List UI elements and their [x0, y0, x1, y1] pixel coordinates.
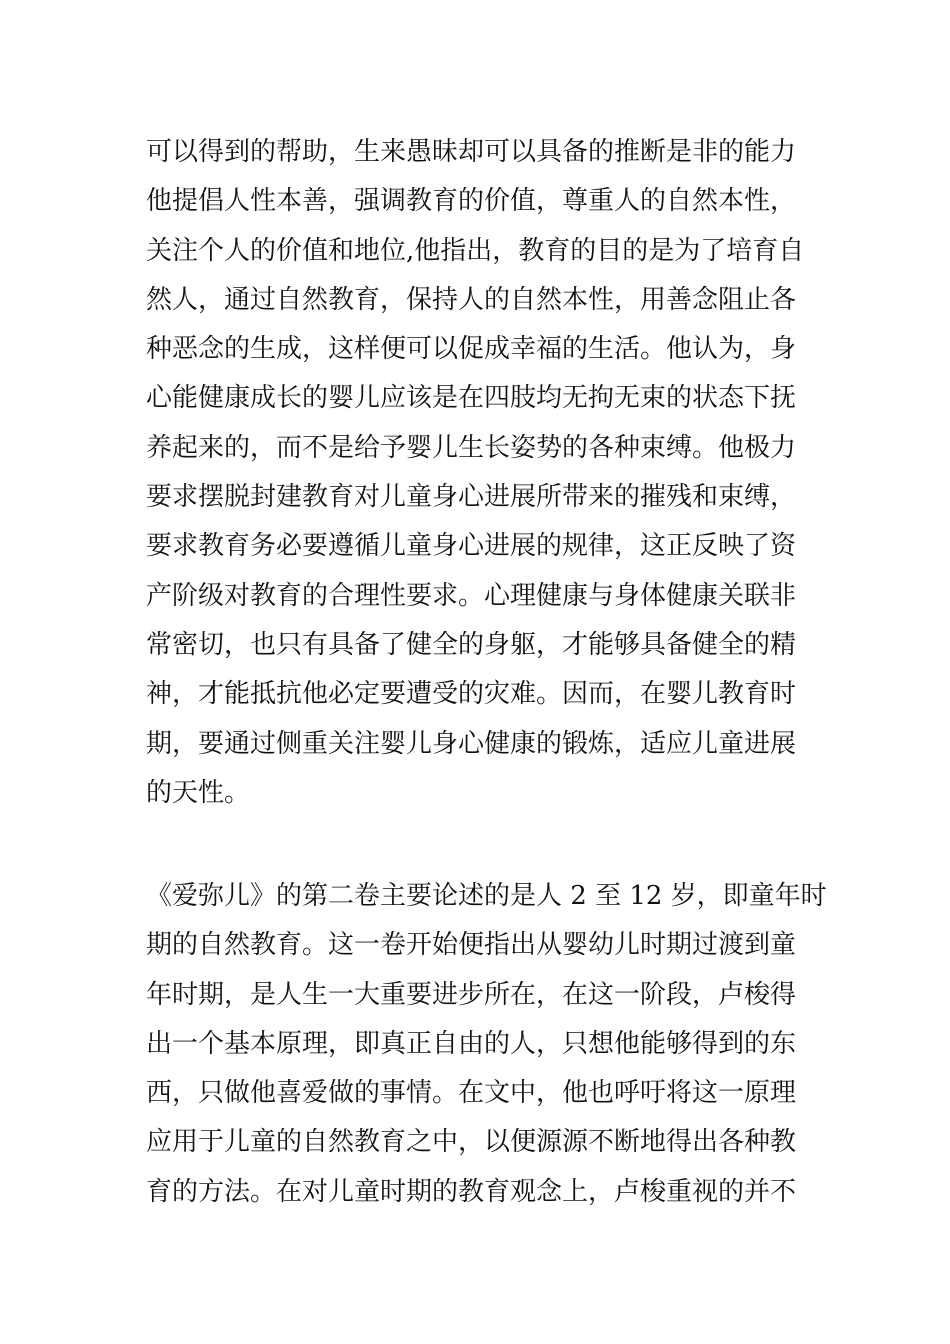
text-line: 常密切，也只有具备了健全的身躯，才能够具备健全的精 — [146, 629, 797, 660]
text-line: 养起来的，而不是给予婴儿生长姿势的各种束缚。他极力 — [146, 432, 797, 463]
text-line: 神，才能抵抗他必定要遭受的灾难。因而，在婴儿教育时 — [146, 679, 797, 710]
text-line: 种恶念的生成，这样便可以促成幸福的生活。他认为，身 — [146, 334, 797, 365]
text-line: 应用于儿童的自然教育之中，以便源源不断地得出各种教 — [146, 1127, 797, 1158]
text-line: 西，只做他喜爱做的事情。在文中，他也呼吁将这一原理 — [146, 1078, 797, 1109]
text-line: 然人，通过自然教育，保持人的自然本性，用善念阻止各 — [146, 284, 797, 315]
text-line: 育的方法。在对儿童时期的教育观念上，卢梭重视的并不 — [146, 1176, 797, 1207]
text-line: 可以得到的帮助，生来愚昧却可以具备的推断是非的能力 — [146, 137, 797, 167]
text-line: 要求教育务必要遵循儿童身心进展的规律，这正反映了资 — [146, 531, 797, 562]
paragraph-1 — [146, 128, 816, 818]
text-line: 他提倡人性本善，强调教育的价值，尊重人的自然本性， — [146, 186, 797, 217]
text-line: 年时期，是人生一大重要进步所在，在这一阶段，卢梭得 — [146, 979, 797, 1010]
text-line: 产阶级对教育的合理性要求。心理健康与身体健康关联非 — [146, 580, 797, 611]
text-line: 期，要通过侧重关注婴儿身心健康的锻炼，适应儿童进展 — [146, 728, 797, 759]
text-line: 期的自然教育。这一卷开始便指出从婴幼儿时期过渡到童 — [146, 930, 797, 961]
text-line: 《爱弥儿》的第二卷主要论述的是人 2 至 12 岁，即童年时 — [146, 881, 827, 911]
text-line: 出一个基本原理，即真正自由的人，只想他能够得到的东 — [146, 1028, 797, 1059]
paragraph-2 — [146, 872, 827, 1217]
text-line: 关注个人的价值和地位,他指出，教育的目的是为了培育自 — [146, 235, 805, 266]
text-line: 的天性。 — [146, 777, 251, 808]
text-line: 心能健康成长的婴儿应该是在四肢均无拘无束的状态下抚 — [146, 383, 797, 414]
text-line: 要求摆脱封建教育对儿童身心进展所带来的摧残和束缚， — [146, 482, 797, 513]
